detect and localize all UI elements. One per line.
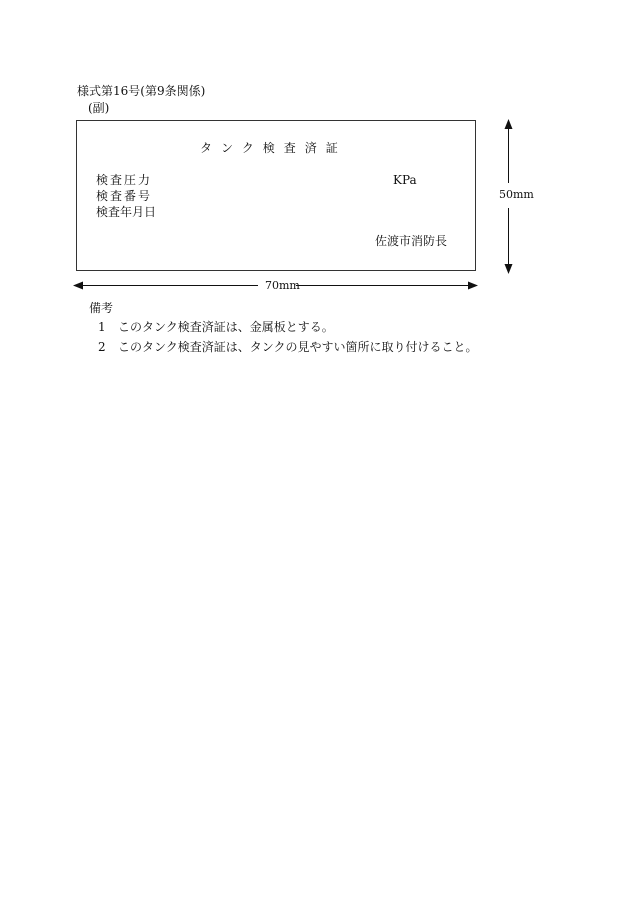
width-dimension-line-left [78,285,258,286]
note-number: 2 [98,340,106,354]
form-number: 様式第16号(第9条関係) [77,84,206,98]
up-arrow-icon [504,119,513,129]
notes-heading: 備考 [89,301,114,315]
down-arrow-icon [504,264,513,274]
field-inspection-date: 検査年月日 [96,205,157,219]
height-dimension-line-top [508,125,509,183]
field-inspection-pressure: 検査圧力 [96,173,153,187]
field-inspection-number: 検査番号 [96,189,153,203]
right-arrow-icon [468,281,478,290]
note-text: このタンク検査済証は、金属板とする。 [118,320,334,334]
note-item [98,320,334,334]
certificate-title: タンク検査済証 [200,141,347,155]
note-item [98,340,478,354]
pressure-unit: KPa [393,173,417,187]
note-text: このタンク検査済証は、タンクの見やすい箇所に取り付けること。 [118,340,478,354]
width-dimension-line-right [296,285,472,286]
width-dimension-label: 70mm [265,279,300,292]
height-dimension-line-bottom [508,208,509,266]
note-number: 1 [98,320,106,334]
height-dimension-label: 50mm [499,188,534,201]
copy-label: (副) [88,101,110,115]
issuer: 佐渡市消防長 [375,234,448,248]
left-arrow-icon [73,281,83,290]
